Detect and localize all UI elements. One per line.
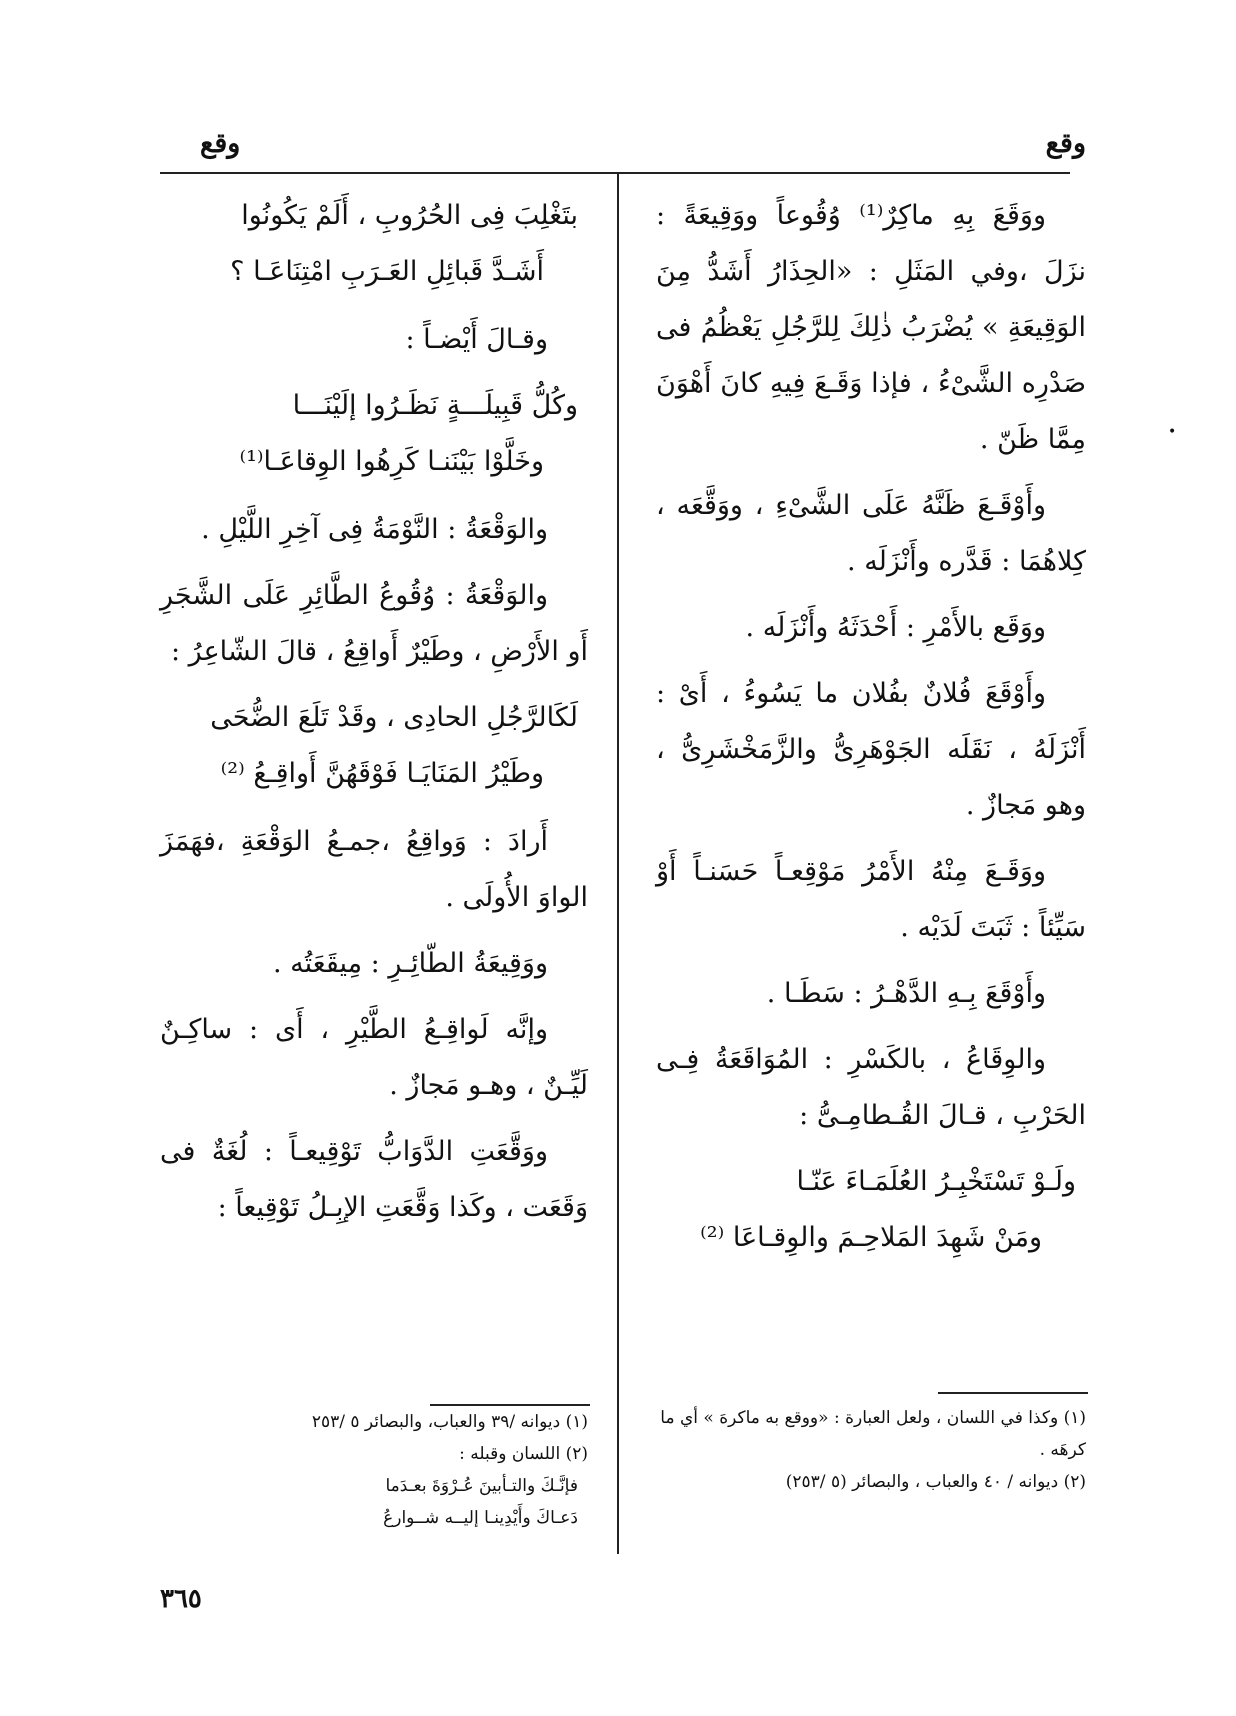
entry-paragraph: والوِقَاعُ ، بالكَسْرِ : المُوَاقَعَةُ فِـى الحَرْبِ ، قـالَ القُـطامِـىُّ : (656, 1044, 1086, 1131)
footnote: (٢) اللسان وقبله : (459, 1444, 588, 1464)
entry-paragraph: وأَوْقَعَ فُلانٌ بفُلان ما يَسُوءُ ، أَىْ : أَنْزَلَهُ ، نَقَلَه الجَوْهَرِىُّ والزَّمَخْشَرِىُّ ، وهو مَجازٌ . (656, 678, 1086, 821)
header-rule (160, 172, 1070, 174)
verse-line: أَشَـدَّ قَبائِلِ العَـرَبِ امْتِنَاعَـا ؟ (230, 256, 544, 287)
entry-paragraph: ووَقَع بالأَمْرِ : أَحْدَثَهُ وأَنْزَلَه . (745, 612, 1046, 643)
entry-paragraph: وأَوْقَـعَ ظَنَّهُ عَلَى الشَّىْءِ ، ووَقَّعَه ، كِلاهُمَا : قَدَّره وأَنْزَلَه . (656, 490, 1086, 577)
header-root-word-right: وقع (1045, 128, 1086, 159)
footnote-verse-line: دَعـاكَ وأَيْدِينـا إليــه شــوارعُ (383, 1508, 578, 1528)
entry-paragraph: والوَقْعَةُ : النَّوْمَةُ فِى آخِرِ اللَّيْلِ . (201, 514, 548, 545)
page-number: ٣٦٥ (160, 1584, 202, 1614)
verse-line: بتَغْلِبَ فِى الحُرُوبِ ، أَلَمْ يَكُونُوا (241, 200, 578, 231)
footnotes-left (160, 1406, 588, 1534)
verse-line: ولَـوْ تَسْتَخْبِـرُ العُلَمَـاءَ عَنّـا (796, 1166, 1076, 1197)
entry-paragraph: وإنَّه لَواقِـعُ الطَّيْرِ ، أَى : ساكِـنٌ لَيِّـنٌ ، وهـو مَجازٌ . (160, 1014, 588, 1101)
verse-line: لَكَالرَّجُلِ الحادِى ، وقَدْ تَلَعَ الضُّحَى (210, 702, 578, 733)
column-divider (617, 174, 619, 1554)
entry-paragraph: وأَوْقَعَ بِـهِ الدَّهْـرُ : سَطَـا . (766, 978, 1046, 1009)
verse-line: وطَيْرُ المَنَايَـا فَوْقَهُنَّ أَواقِـعُ ⁽²⁾ (220, 758, 544, 789)
right-column (656, 188, 1086, 1278)
verse-line: وكُلُّ قَبِيلَـــةٍ نَظَـرُوا إلَيْنَـــا (292, 390, 578, 421)
verse-line: وخَلَّوْا بَيْنَنـا كَرِهُوا الوِقاعَـا⁽¹⁾ (239, 446, 544, 477)
entry-paragraph: ووَقِيعَةُ الطّائِـرِ : مِيقَعَتُه . (273, 948, 548, 979)
entry-paragraph: والوَقْعَةُ : وُقُوعُ الطَّائِرِ عَلَى الشَّجَرِ أَو الأَرْضِ ، وطَيْرٌ أَواقِعُ ، قالَ الشّاعِرُ : (160, 580, 588, 667)
entry-paragraph: ووَقَّعَتِ الدَّوَابُّ تَوْقِيعـاً : لُغَةٌ فى وَقَعَت ، وكَذا وَقَّعَتِ الإبِـلُ تَوْقِيعاً : (160, 1136, 588, 1223)
footnotes-right (656, 1402, 1086, 1498)
margin-dot: • (1168, 424, 1177, 440)
entry-paragraph: وقـالَ أَيْضـاً : (405, 324, 548, 355)
entry-paragraph: ووَقَـعَ مِنْهُ الأَمْرُ مَوْقِعـاً حَسَنـاً أَوْ سَيِّئاً : ثَبَتَ لَدَيْه . (656, 856, 1086, 943)
entry-paragraph: أَرادَ : وَواقِعُ ،جمـعُ الوَقْعَةِ ،فهَمَزَ الواوَ الأُولَى . (160, 826, 588, 913)
header-root-word-left: وقع (200, 128, 241, 159)
footnote-separator-right (938, 1392, 1088, 1394)
footnote: (٢) ديوانه / ٤٠ والعباب ، والبصائر (٥ /٢٥٣) (785, 1472, 1086, 1492)
verse-line: ومَنْ شَهِدَ المَلاحِـمَ والوِقـاعَا ⁽²⁾ (700, 1222, 1042, 1253)
footnote: (١) ديوانه /٣٩ والعباب، والبصائر ٥ /٢٥٣ (311, 1412, 588, 1432)
footnote: (١) وكذا في اللسان ، ولعل العبارة : «ووقع به ماكرهَ » أي ما كرهَه . (660, 1408, 1086, 1460)
entry-paragraph: ووَقَعَ بِهِ ماكِرٌ⁽¹⁾ وُقُوعاً ووَقِيعَةً : نزَلَ ،وفي المَثَلِ : «الحِذَارُ أَشَدُّ مِنَ الوَقِيعَةِ » يُضْرَبُ ذٰلِكَ لِلرَّجُلِ يَعْظُمُ فى صَدْرِه الشَّىْءُ ، فإذا وَقَـعَ فِيهِ كانَ أَهْوَنَ مِمَّا ظَنّ . (656, 200, 1086, 455)
left-column (160, 188, 588, 1246)
footnote-verse-line: فإنَّـكَ والتـأبينَ عُـرْوَةَ بعـدَما (385, 1476, 578, 1496)
